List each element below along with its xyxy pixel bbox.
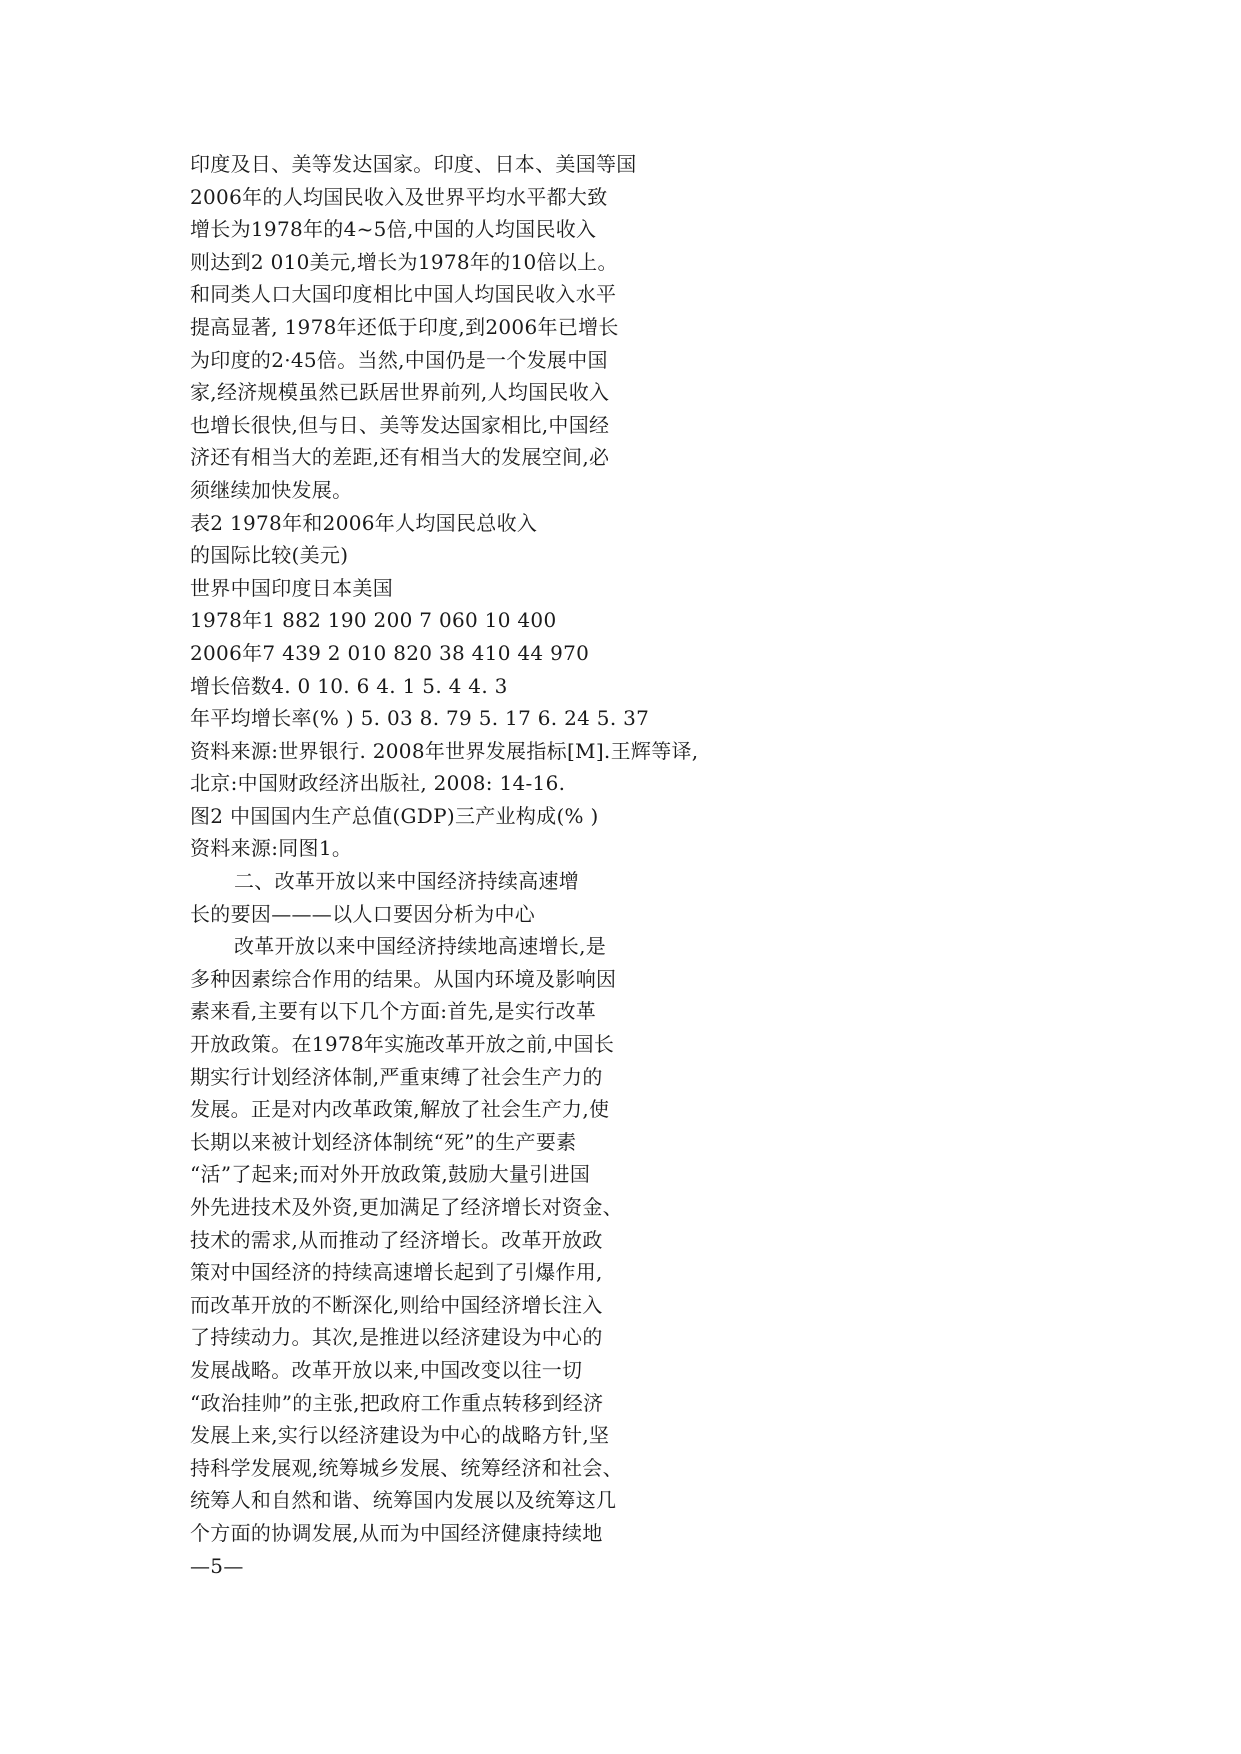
document-page: [190, 148, 750, 1582]
table-row: 年平均增长率(% ) 5. 03 8. 79 5. 17 6. 24 5. 37: [190, 706, 650, 731]
text-line: 发展上来,实行以经济建设为中心的战略方针,坚: [190, 1423, 610, 1448]
table-row: 增长倍数4. 0 10. 6 4. 1 5. 4 4. 3: [190, 673, 508, 698]
figure-caption: 图2 中国国内生产总值(GDP)三产业构成(% ): [190, 803, 599, 828]
text-line: 2006年的人均国民收入及世界平均水平都大致: [190, 184, 608, 209]
text-line: 持科学发展观,统筹城乡发展、统筹经济和社会、: [190, 1455, 623, 1480]
text-line: 素来看,主要有以下几个方面:首先,是实行改革: [190, 999, 597, 1024]
text-line: 长期以来被计划经济体制统“死”的生产要素: [190, 1129, 577, 1154]
text-line: 技术的需求,从而推动了经济增长。改革开放政: [190, 1227, 603, 1252]
page-number: —5—: [190, 1553, 244, 1578]
text-line: 则达到2 010美元,增长为1978年的10倍以上。: [190, 249, 618, 274]
text-line: 提高显著, 1978年还低于印度,到2006年已增长: [190, 314, 619, 339]
text-line: 了持续动力。其次,是推进以经济建设为中心的: [190, 1325, 603, 1350]
text-line: 多种因素综合作用的结果。从国内环境及影响因: [190, 966, 617, 991]
source-note: 资料来源:世界银行. 2008年世界发展指标[M].王辉等译,: [190, 738, 699, 763]
table-row: 1978年1 882 190 200 7 060 10 400: [190, 608, 557, 633]
table-caption: 的国际比较(美元): [190, 543, 349, 568]
text-line: 济还有相当大的差距,还有相当大的发展空间,必: [190, 445, 610, 470]
text-line: “活”了起来;而对外开放政策,鼓励大量引进国: [190, 1162, 591, 1187]
text-line: 期实行计划经济体制,严重束缚了社会生产力的: [190, 1064, 603, 1089]
text-line: 也增长很快,但与日、美等发达国家相比,中国经: [190, 412, 610, 437]
table-row: 2006年7 439 2 010 820 38 410 44 970: [190, 640, 590, 665]
text-line: 发展。正是对内改革政策,解放了社会生产力,使: [190, 1097, 610, 1122]
table-caption: 表2 1978年和2006年人均国民总收入: [190, 510, 538, 535]
text-line: 增长为1978年的4~5倍,中国的人均国民收入: [190, 217, 597, 242]
text-line: 个方面的协调发展,从而为中国经济健康持续地: [190, 1520, 603, 1545]
text-line: 印度及日、美等发达国家。印度、日本、美国等国: [190, 152, 637, 176]
text-line: 须继续加快发展。: [190, 477, 353, 502]
text-line: 和同类人口大国印度相比中国人均国民收入水平: [190, 282, 617, 307]
text-line: 改革开放以来中国经济持续地高速增长,是: [234, 934, 607, 959]
source-note: 北京:中国财政经济出版社, 2008: 14-16.: [190, 771, 566, 796]
source-note: 资料来源:同图1。: [190, 836, 353, 861]
section-heading: 二、改革开放以来中国经济持续高速增: [234, 869, 580, 894]
text-line: 发展战略。改革开放以来,中国改变以往一切: [190, 1357, 583, 1382]
text-line: 而改革开放的不断深化,则给中国经济增长注入: [190, 1292, 603, 1317]
text-line: 统筹人和自然和谐、统筹国内发展以及统筹这几: [190, 1488, 617, 1513]
text-line: 开放政策。在1978年实施改革开放之前,中国长: [190, 1032, 615, 1057]
text-line: 外先进技术及外资,更加满足了经济增长对资金、: [190, 1195, 623, 1219]
text-line: “政治挂帅”的主张,把政府工作重点转移到经济: [190, 1390, 604, 1415]
text-line: 家,经济规模虽然已跃居世界前列,人均国民收入: [190, 380, 610, 405]
section-heading: 长的要因———以人口要因分析为中心: [190, 901, 536, 926]
text-line: 策对中国经济的持续高速增长起到了引爆作用,: [190, 1260, 603, 1285]
table-header-row: 世界中国印度日本美国: [190, 575, 393, 600]
text-line: 为印度的2·45倍。当然,中国仍是一个发展中国: [190, 347, 608, 372]
